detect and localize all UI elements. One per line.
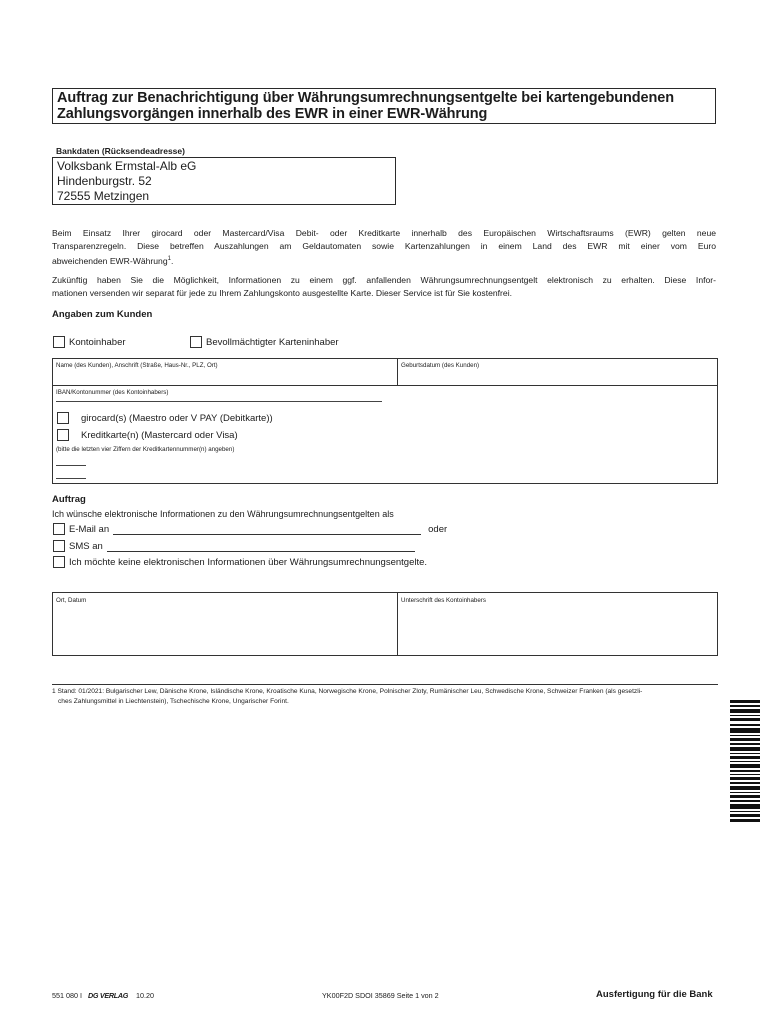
form-title-line-1: Auftrag zur Benachrichtigung über Währungsumrechnungsentgelte bei kartengebundenen (57, 90, 674, 106)
footnote-line-2: ches Zahlungsmittel in Liechtenstein), Tschechische Krone, Ungarischer Forint. (58, 698, 289, 705)
order-intro: Ich wünsche elektronische Informationen zu den Währungsumrechnungsentgelten als (52, 509, 394, 519)
form-number: 551 080 I (52, 991, 82, 1000)
no-info-checkbox[interactable] (53, 556, 65, 568)
signature-table (52, 592, 718, 656)
intro-p1-line-2: Transparenzregeln. Diese betreffen Auszahlungen am Geldautomaten sowie Kartenzahlungen in einem Land des EWR mit einer vom Euro (52, 241, 716, 251)
authorized-cardholder-label: Bevollmächtigter Karteninhaber (206, 336, 339, 348)
form-title-line-2: Zahlungsvorgängen innerhalb des EWR in einer EWR-Währung (57, 106, 488, 122)
girocard-checkbox[interactable] (57, 412, 69, 424)
barcode-icon (730, 700, 760, 822)
birthdate-label: Geburtsdatum (des Kunden) (401, 362, 480, 369)
footnote (52, 687, 718, 707)
form-version-date: 10.20 (136, 991, 155, 1000)
option-no-info[interactable] (53, 556, 427, 568)
authorized-cardholder-checkbox[interactable] (190, 336, 202, 348)
customer-data-table (52, 358, 718, 484)
intro-p1-line-1: Beim Einsatz Ihrer girocard oder Mastercard/Visa Debit- oder Kreditkarte innerhalb des Europäischen Wirtschaftsraums (EWR) gelten neue (52, 228, 716, 238)
footnote-divider (52, 684, 718, 685)
intro-paragraph-2 (52, 274, 716, 300)
email-checkbox[interactable] (53, 523, 65, 535)
option-girocard[interactable] (57, 412, 273, 424)
option-email[interactable] (53, 523, 447, 535)
intro-p2-line-1: Zukünftig haben Sie die Möglichkeit, Informationen zu einem ggf. anfallenden Währungsumrechnungsentgelt elektronisch zu erhalten. Diese Infor- (52, 275, 716, 285)
sms-checkbox[interactable] (53, 540, 65, 552)
publisher-logo: DG VERLAG (87, 991, 129, 1000)
place-date-label: Ort, Datum (56, 597, 87, 604)
intro-paragraph-1 (52, 227, 716, 268)
signature-label: Unterschrift des Kontoinhabers (401, 597, 486, 604)
bank-name: Volksbank Ermstal-Alb eG (57, 159, 197, 173)
account-holder-checkbox[interactable] (53, 336, 65, 348)
footnote-marker: 1 (167, 256, 171, 262)
place-date-field[interactable] (53, 593, 398, 655)
card-digits-hint: (bitte die letzten vier Ziffern der Kreditkartennummer(n) angeben) (56, 446, 235, 453)
intro-p1-line-3: abweichenden EWR-Währung$^1$. (52, 255, 174, 266)
option-creditcard[interactable] (57, 429, 238, 441)
creditcard-checkbox[interactable] (57, 429, 69, 441)
customer-name-field[interactable] (53, 359, 398, 386)
bank-city: 72555 Metzingen (57, 189, 150, 203)
option-sms[interactable] (53, 540, 415, 552)
footnote-line-1: 1 Stand: 01/2021: Bulgarischer Lew, Dänische Krone, Isländische Krone, Kroatische Kuna, Norwegische Krone, Polnischer Zloty, Rumänischer Leu, Schwedische Krone, Schweizer Franken (als gesetzli- (52, 688, 643, 695)
birthdate-field[interactable] (398, 359, 717, 386)
customer-name-label: Name (des Kunden), Anschrift (Straße, Haus-Nr., PLZ, Ort) (56, 362, 218, 369)
footer-copy-label: Ausfertigung für die Bank (596, 989, 713, 1000)
sms-label: SMS an (69, 540, 103, 552)
card-digits-input-2[interactable] (56, 478, 86, 479)
intro-p2-line-2: mationen versenden wir separat für jede zu Ihrem Zahlungskonto ausgestellte Karte. Dieser Service ist für Sie kostenfrei. (52, 288, 512, 298)
email-input-line[interactable] (113, 524, 421, 535)
no-info-label: Ich möchte keine elektronischen Informationen über Währungsumrechnungsentgelte. (69, 556, 428, 568)
footer-form-number (52, 991, 154, 1000)
card-digits-input-1[interactable] (56, 465, 86, 466)
girocard-label: girocard(s) (Maestro oder V PAY (Debitkarte)) (81, 412, 273, 424)
option-account-holder[interactable] (53, 336, 126, 348)
option-authorized-cardholder[interactable] (190, 336, 339, 348)
order-heading: Auftrag (52, 494, 86, 505)
sms-input-line[interactable] (107, 541, 415, 552)
email-or-label: oder (428, 523, 448, 535)
bank-address-box (52, 157, 396, 205)
signature-field[interactable] (398, 593, 717, 655)
form-title-box (52, 88, 716, 124)
creditcard-label: Kreditkarte(n) (Mastercard oder Visa) (81, 429, 238, 441)
email-label: E-Mail an (69, 523, 110, 535)
iban-input-line[interactable] (56, 401, 382, 402)
customer-heading: Angaben zum Kunden (52, 309, 153, 320)
iban-label: IBAN/Kontonummer (des Kontoinhabers) (56, 389, 169, 396)
footer-document-id: YK00F2D SDOI 35869 Seite 1 von 2 (322, 991, 439, 1000)
account-holder-label: Kontoinhaber (69, 336, 126, 348)
bank-data-label: Bankdaten (Rücksendeadresse) (56, 146, 185, 156)
bank-street: Hindenburgstr. 52 (57, 174, 152, 188)
